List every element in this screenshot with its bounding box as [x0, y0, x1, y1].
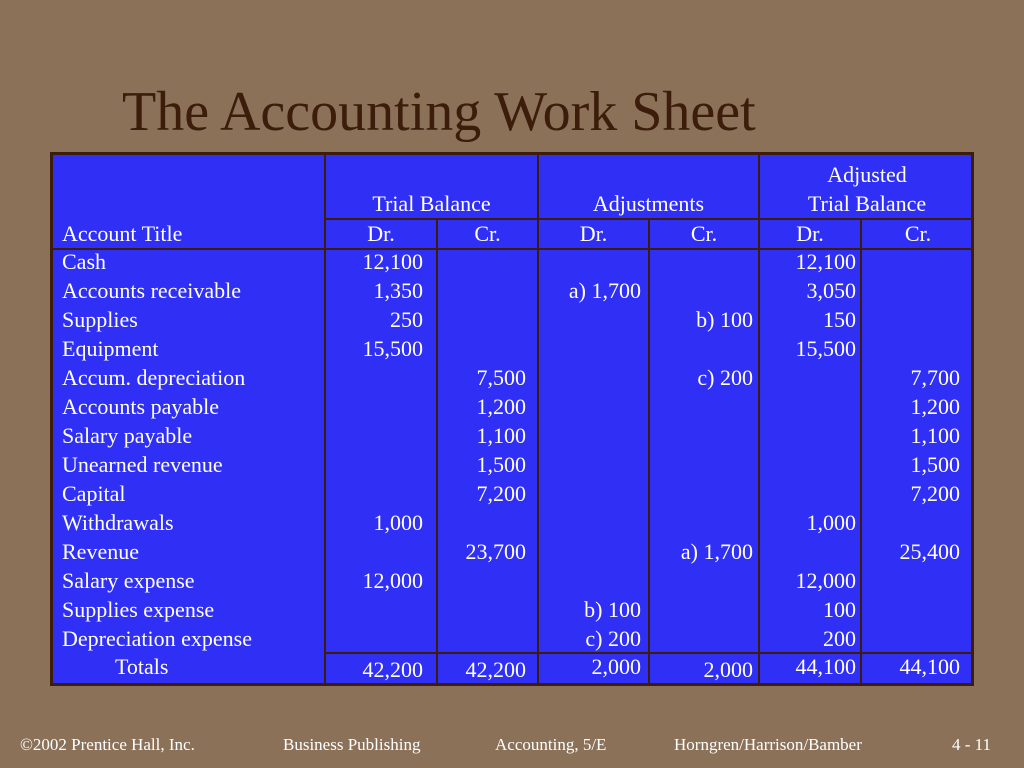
account-name: Revenue	[62, 539, 139, 564]
tb-cr-value: 1,500	[476, 452, 526, 477]
atb-dr-value: 100	[823, 597, 856, 622]
footer-authors: Horngren/Harrison/Bamber	[674, 735, 862, 754]
account-name: Cash	[62, 249, 106, 274]
tb-dr-value: 12,000	[362, 568, 423, 593]
adj-dr-value: c) 200	[585, 626, 641, 651]
account-name: Withdrawals	[62, 510, 174, 535]
totals-atb-cr: 44,100	[899, 654, 960, 679]
totals-tb-dr: 42,200	[362, 657, 423, 682]
account-name: Capital	[62, 481, 126, 506]
header-tb-dr: Dr.	[367, 221, 395, 246]
tb-dr-value: 12,100	[362, 249, 423, 274]
atb-dr-value: 200	[823, 626, 856, 651]
adj-dr-value: a) 1,700	[568, 278, 641, 303]
footer-page-number: 4 - 11	[952, 735, 992, 754]
tb-dr-value: 250	[390, 307, 423, 332]
footer-publisher: Business Publishing	[283, 735, 421, 754]
page-title: The Accounting Work Sheet	[122, 81, 756, 143]
atb-dr-value: 12,000	[795, 568, 856, 593]
totals-label: Totals	[115, 654, 169, 679]
header-atb-dr: Dr.	[796, 221, 824, 246]
atb-dr-value: 15,500	[795, 336, 856, 361]
adj-dr-value: b) 100	[584, 597, 641, 622]
header-atb-cr: Cr.	[904, 221, 932, 246]
atb-cr-value: 25,400	[899, 539, 960, 564]
tb-dr-value: 15,500	[362, 336, 423, 361]
header-adj-cr: Cr.	[690, 221, 718, 246]
header-adjusted-trial-balance: Trial Balance	[807, 191, 927, 216]
totals-adj-cr: 2,000	[703, 657, 753, 682]
account-name: Accum. depreciation	[62, 365, 246, 390]
rule-adj-mid	[648, 218, 650, 683]
tb-dr-value: 1,000	[373, 510, 423, 535]
account-name: Equipment	[62, 336, 159, 361]
tb-dr-value: 1,350	[373, 278, 423, 303]
header-account-title: Account Title	[62, 221, 183, 246]
footer-book: Accounting, 5/E	[495, 735, 607, 754]
footer-copyright: ©2002 Prentice Hall, Inc.	[20, 735, 195, 754]
account-name: Salary expense	[62, 568, 195, 593]
account-name: Accounts payable	[62, 394, 219, 419]
totals-adj-dr: 2,000	[591, 654, 641, 679]
totals-tb-cr: 42,200	[465, 657, 526, 682]
account-name: Supplies	[62, 307, 138, 332]
atb-cr-value: 7,700	[910, 365, 960, 390]
header-adj-dr: Dr.	[579, 221, 608, 246]
tb-cr-value: 1,200	[476, 394, 526, 419]
tb-cr-value: 1,100	[476, 423, 526, 448]
tb-cr-value: 23,700	[465, 539, 526, 564]
account-name: Accounts receivable	[62, 278, 241, 303]
atb-cr-value: 7,200	[910, 481, 960, 506]
work-sheet-table	[50, 152, 974, 686]
atb-dr-value: 150	[823, 307, 856, 332]
account-name: Unearned revenue	[62, 452, 223, 477]
atb-cr-value: 1,500	[910, 452, 960, 477]
atb-dr-value: 3,050	[806, 278, 856, 303]
atb-dr-value: 1,000	[806, 510, 856, 535]
atb-dr-value: 12,100	[795, 249, 856, 274]
account-name: Salary payable	[62, 423, 193, 448]
adj-cr-value: c) 200	[697, 365, 753, 390]
header-adjusted: Adjusted	[827, 162, 907, 187]
atb-cr-value: 1,200	[910, 394, 960, 419]
header-tb-cr: Cr.	[474, 221, 501, 246]
tb-cr-value: 7,200	[476, 481, 526, 506]
tb-cr-value: 7,500	[476, 365, 526, 390]
adj-cr-value: a) 1,700	[680, 539, 753, 564]
header-trial-balance: Trial Balance	[372, 191, 491, 216]
account-name: Depreciation expense	[62, 626, 252, 651]
adj-cr-value: b) 100	[696, 307, 753, 332]
atb-cr-value: 1,100	[910, 423, 960, 448]
totals-atb-dr: 44,100	[795, 654, 856, 679]
account-name: Supplies expense	[62, 597, 215, 622]
header-adjustments: Adjustments	[592, 191, 705, 216]
